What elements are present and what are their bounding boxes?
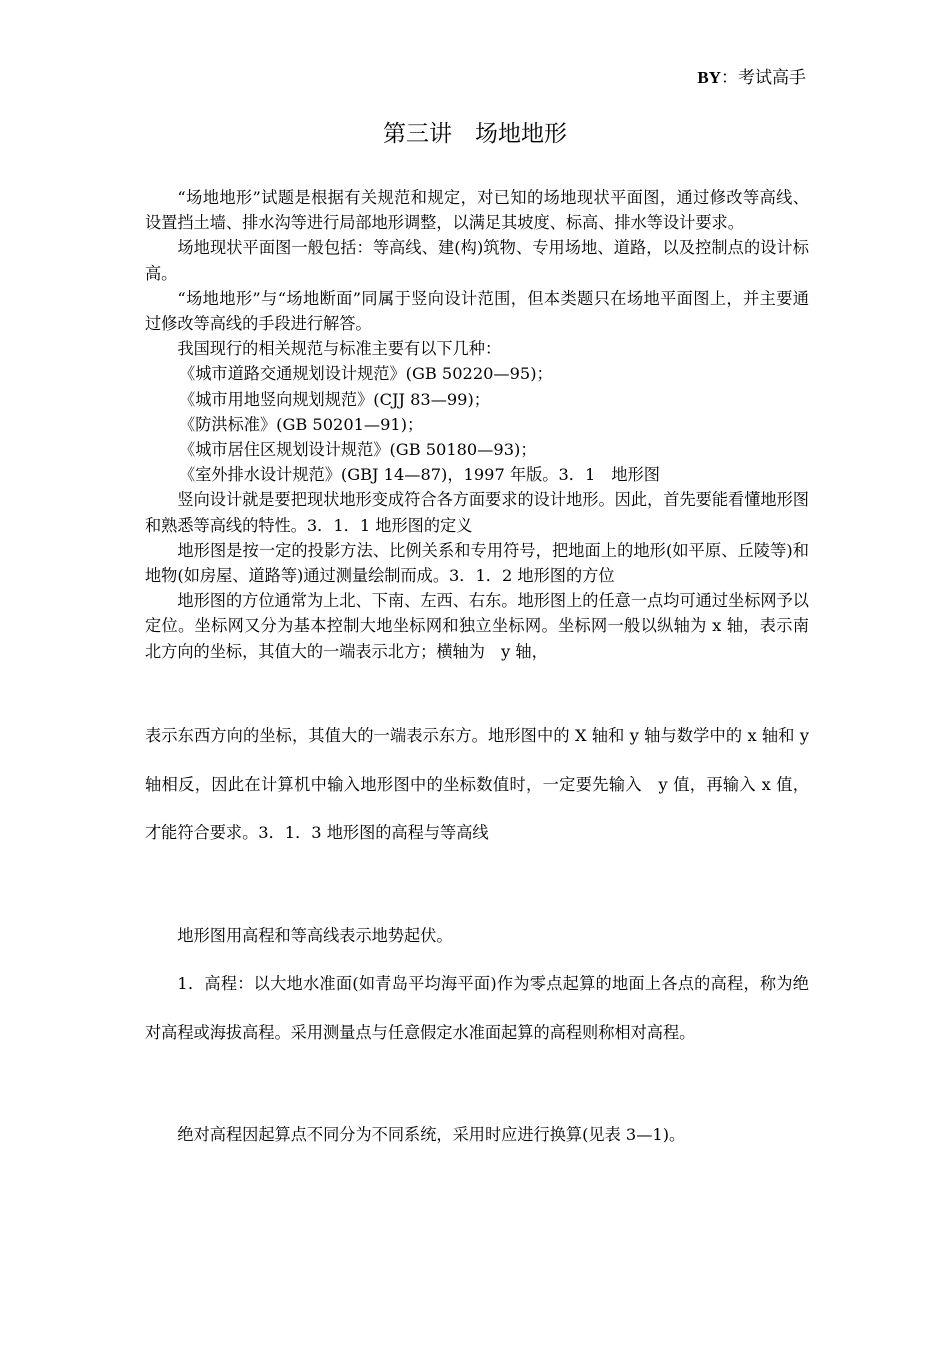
header-by-colon: ： [721,68,738,88]
header-by-prefix: BY [697,68,721,87]
paragraph-orientation: 地形图的方位通常为上北、下南、左西、右东。地形图上的任意一点均可通过坐标网予以定位。坐标网又分为基本控制大地坐标网和独立坐标网。坐标网一般以纵轴为 x 轴，表示南北方向的坐标，其值大的一端表示北方；横轴为 y 轴， [145,591,809,661]
paragraph-orientation-continued: 表示东西方向的坐标，其值大的一端表示东方。地形图中的 X 轴和 y 轴与数学中的 x 轴和 y 轴相反，因此在计算机中输入地形图中的坐标数值时，一定要先输入 y 值，再输入 x 值，才能符合要求。3．1．3 地形图的高程与等高线 [145,726,809,842]
paragraph-elevation-contour: 地形图用高程和等高线表示地势起伏。 [177,926,453,945]
header-by-author: 考试高手 [738,68,806,88]
reference-item: 《室外排水设计规范》(GBJ 14—87)，1997 年版。3．1 地形图 [179,465,660,485]
paragraph-absolute-elevation: 绝对高程因起算点不同分为不同系统，采用时应进行换算(见表 3—1)。 [177,1125,686,1144]
page-title: 第三讲 场地地形 [383,121,567,147]
paragraph-site-plan: 场地现状平面图一般包括：等高线、建(构)筑物、专用场地、道路，以及控制点的设计标高。 [145,238,809,283]
paragraph-intro: “场地地形”试题是根据有关规范和规定，对已知的场地现状平面图，通过修改等高线、设置挡土墙、排水沟等进行局部地形调整，以满足其坡度、标高、排水等设计要求。 [145,188,809,233]
body-text-wide-block [145,712,809,858]
body-text-block [145,185,809,664]
paragraph-topo-definition: 竖向设计就是要把现状地形变成符合各方面要求的设计地形。因此，首先要能看懂地形图和熟悉等高线的特性。3．1．1 地形图的定义 [145,490,809,535]
reference-item: 《防洪标准》(GB 50201—91)； [179,414,424,434]
reference-item: 《城市道路交通规划设计规范》(GB 50220—95)； [179,364,553,384]
reference-item: 《城市用地竖向规划规范》(CJJ 83—99)； [179,389,490,409]
reference-item: 《城市居住区规划设计规范》(GB 50180—93)； [179,440,537,460]
paragraph-topo-drawing: 地形图是按一定的投影方法、比例关系和专用符号，把地面上的地形(如平原、丘陵等)和地物(如房屋、道路等)通过测量绘制而成。3．1．2 地形图的方位 [145,540,809,586]
paragraph-standards-intro: 我国现行的相关规范与标准主要有以下几种： [177,339,502,359]
paragraph-elevation-definition: 1．高程：以大地水准面(如青岛平均海平面)作为零点起算的地面上各点的高程，称为绝对高程或海拔高程。采用测量点与任意假定水准面起算的高程则称相对高程。 [145,974,809,1042]
paragraph-vertical-design: “场地地形”与“场地断面”同属于竖向设计范围，但本类题只在场地平面图上，并主要通过修改等高线的手段进行解答。 [145,288,809,334]
header-author [697,66,806,90]
